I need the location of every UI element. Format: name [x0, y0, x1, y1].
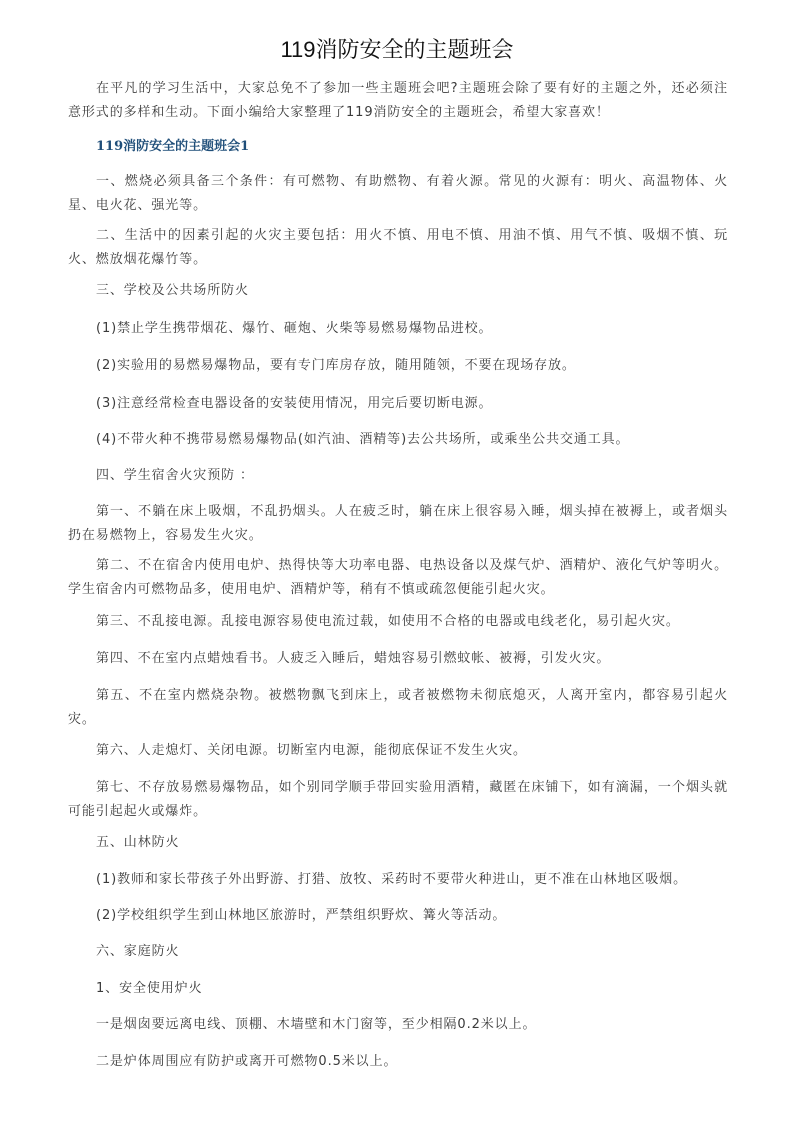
paragraph: 第五、不在室内燃烧杂物。被燃物飘飞到床上，或者被燃物未彻底熄灭，人离开室内，都容易引起火灾。 — [68, 688, 728, 727]
paragraph: 第四、不在室内点蜡烛看书。人疲乏入睡后，蜡烛容易引燃蚊帐、被褥，引发火灾。 — [96, 651, 611, 666]
paragraph: 第一、不躺在床上吸烟，不乱扔烟头。人在疲乏时，躺在床上很容易入睡，烟头掉在被褥上，或者烟头扔在易燃物上，容易发生火灾。 — [68, 504, 728, 543]
paragraph: (2)实验用的易燃易爆物品，要有专门库房存放，随用随领，不要在现场存放。 — [96, 358, 576, 373]
paragraph: 一是烟囱要远离电线、顶棚、木墙壁和木门窗等，至少相隔0.2米以上。 — [96, 1017, 537, 1032]
paragraph: 五、山林防火 — [96, 835, 180, 850]
paragraph: (1)禁止学生携带烟花、爆竹、砸炮、火柴等易燃易爆物品进校。 — [96, 321, 493, 336]
section-heading: 119消防安全的主题班会1 — [96, 139, 250, 154]
intro-paragraph: 在平凡的学习生活中，大家总免不了参加一些主题班会吧?主题班会除了要有好的主题之外，还必须注意形式的多样和生动。下面小编给大家整理了119消防安全的主题班会，希望大家喜欢！ — [68, 81, 728, 120]
paragraph: 四、学生宿舍火灾预防 ： — [96, 468, 254, 483]
paragraph: 1、安全使用炉火 — [96, 981, 203, 996]
page-title: 119消防安全的主题班会 — [280, 37, 514, 62]
paragraph: 一、燃烧必须具备三个条件：有可燃物、有助燃物、有着火源。常见的火源有：明火、高温物体、火星、电火花、强光等。 — [68, 174, 728, 213]
paragraph: 二、生活中的因素引起的火灾主要包括：用火不慎、用电不慎、用油不慎、用气不慎、吸烟不慎、玩火、燃放烟花爆竹等。 — [68, 228, 728, 267]
paragraph: 第七、不存放易燃易爆物品，如个别同学顺手带回实验用酒精，藏匿在床铺下，如有滴漏，一个烟头就可能引起起火或爆炸。 — [68, 780, 728, 819]
paragraph: (2)学校组织学生到山林地区旅游时，严禁组织野炊、篝火等活动。 — [96, 908, 507, 923]
paragraph: 第二、不在宿舍内使用电炉、热得快等大功率电器、电热设备以及煤气炉、酒精炉、液化气炉等明火。学生宿舍内可燃物品多，使用电炉、酒精炉等，稍有不慎或疏忽便能引起火灾。 — [68, 558, 728, 597]
paragraph: 二是炉体周围应有防护或离开可燃物0.5米以上。 — [96, 1054, 398, 1069]
paragraph: (1)教师和家长带孩子外出野游、打猎、放牧、采药时不要带火种进山，更不准在山林地区吸烟。 — [96, 872, 688, 887]
paragraph: 第六、人走熄灯、关闭电源。切断室内电源，能彻底保证不发生火灾。 — [96, 743, 527, 758]
paragraph: (4)不带火种不携带易燃易爆物品(如汽油、酒精等)去公共场所，或乘坐公共交通工具。 — [96, 432, 630, 447]
paragraph: 六、家庭防火 — [96, 944, 180, 959]
paragraph: 第三、不乱接电源。乱接电源容易使电流过载，如使用不合格的电器或电线老化，易引起火灾。 — [96, 614, 680, 629]
paragraph: (3)注意经常检查电器设备的安装使用情况，用完后要切断电源。 — [96, 396, 493, 411]
paragraph: 三、学校及公共场所防火 — [96, 283, 249, 298]
